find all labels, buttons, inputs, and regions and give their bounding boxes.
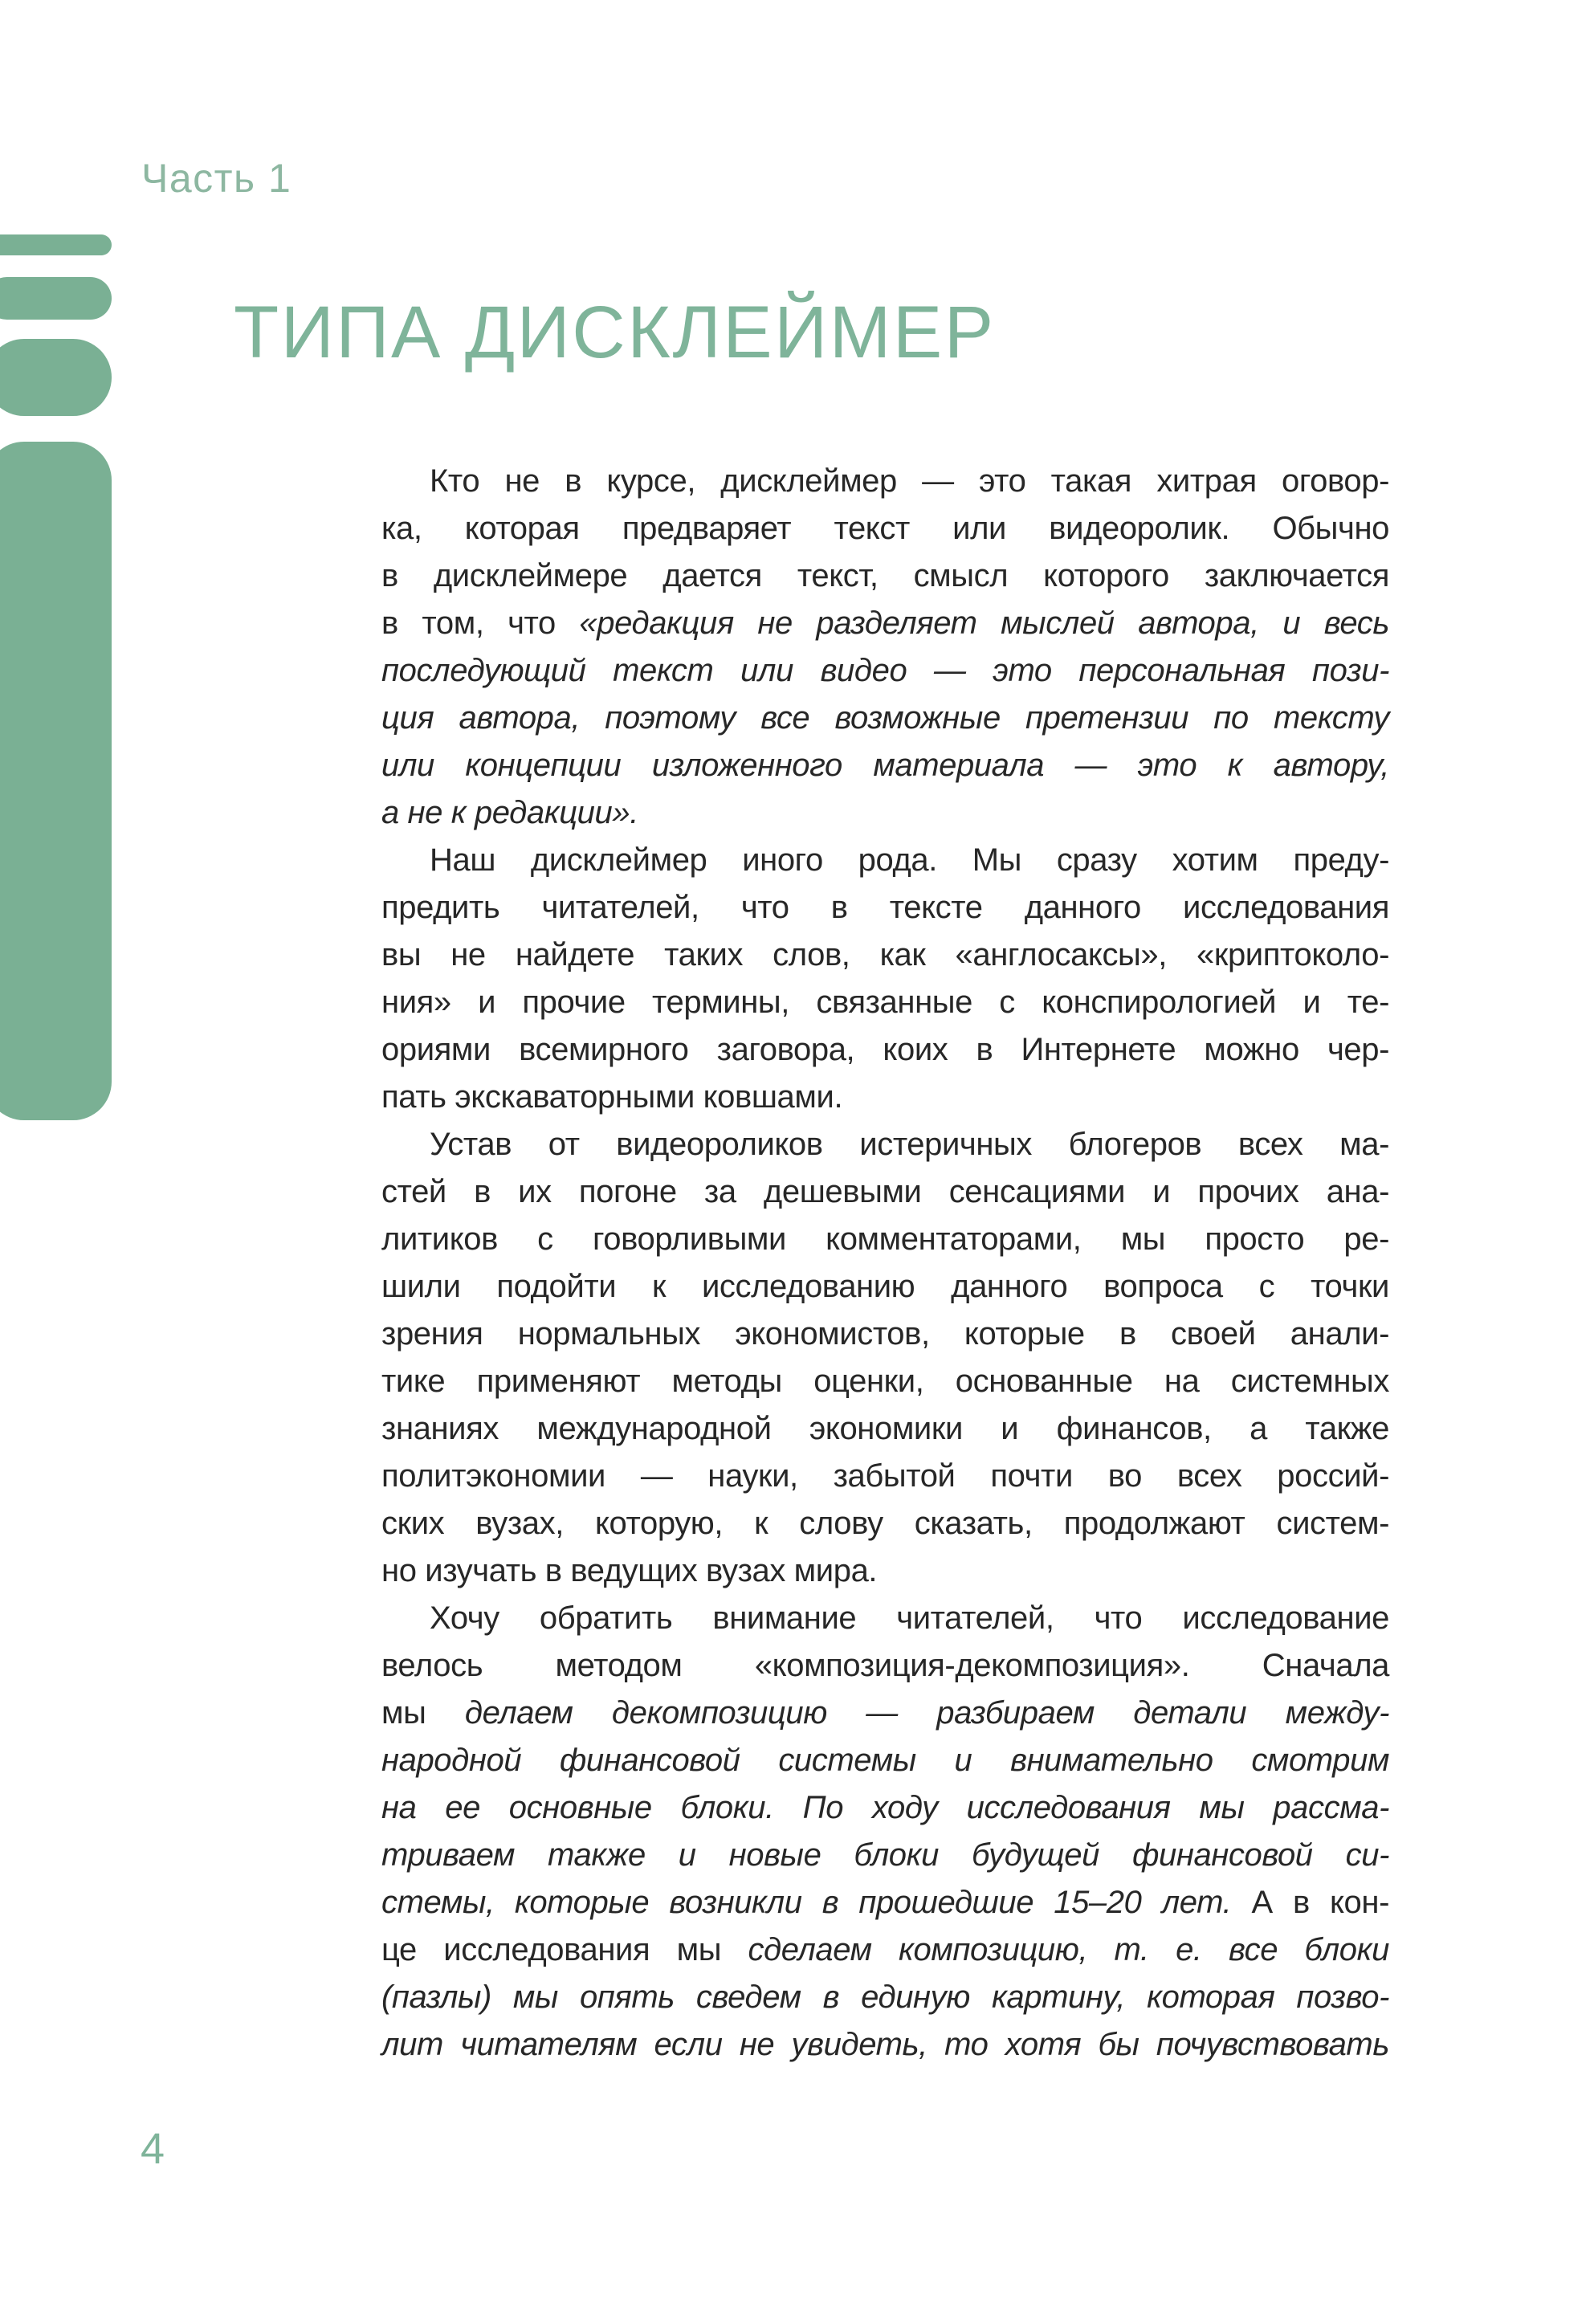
body-segment-italic: народной финансовой системы и внимательно смотрим (381, 1743, 1389, 1778)
body-segment: Устав от видеороликов истеричных блогеров всех ма- (430, 1127, 1389, 1162)
body-segment-italic: ция автора, поэтому все возможные претензии по тексту (381, 700, 1389, 736)
body-segment-italic: лит читателям если не увидеть, то хотя бы почувствовать (381, 2027, 1389, 2062)
body-segment: вы не найдете таких слов, как «англосаксы», «криптоколо- (381, 937, 1389, 972)
body-line (381, 1547, 1389, 1595)
body-text (381, 458, 1389, 2069)
body-line (381, 1690, 1389, 1737)
body-line (381, 1926, 1389, 1974)
body-segment: тике применяют методы оценки, основанные на системных (381, 1364, 1389, 1399)
body-line (381, 1500, 1389, 1547)
body-segment: пать экскаваторными ковшами. (381, 1079, 843, 1115)
body-segment-italic: а не к редакции». (381, 795, 638, 830)
body-line (381, 1311, 1389, 1358)
body-segment-italic: триваем также и новые блоки будущей финансовой си- (381, 1837, 1389, 1873)
body-segment: ских вузах, которую, к слову сказать, продолжают систем- (381, 1506, 1389, 1541)
body-line (381, 1642, 1389, 1690)
chapter-title: ТИПА ДИСКЛЕЙМЕР (234, 292, 996, 373)
body-segment: зрения нормальных экономистов, которые в своей анали- (381, 1316, 1389, 1352)
body-line (381, 1595, 1389, 1642)
body-line (381, 505, 1389, 552)
body-line (381, 600, 1389, 647)
body-segment-italic: последующий текст или видео — это персональная пози- (381, 653, 1389, 688)
body-line (381, 1974, 1389, 2021)
body-segment: шили подойти к исследованию данного вопроса с точки (381, 1269, 1389, 1304)
body-segment: литиков с говорливыми комментаторами, мы просто ре- (381, 1221, 1389, 1257)
decor-pill-3 (0, 339, 112, 416)
body-segment: политэкономии — науки, забытой почти во всех россий- (381, 1458, 1389, 1494)
body-line (381, 1405, 1389, 1453)
body-segment: ка, которая предваряет текст или видеоролик. Обычно (381, 511, 1389, 546)
body-segment: Хочу обратить внимание читателей, что исследование (430, 1600, 1389, 1636)
body-line (381, 647, 1389, 695)
body-line (381, 1358, 1389, 1405)
body-segment: Кто не в курсе, дисклеймер — это такая хитрая оговор- (430, 463, 1389, 499)
body-segment: Наш дисклеймер иного рода. Мы сразу хотим преду- (430, 842, 1389, 878)
body-line (381, 1453, 1389, 1500)
body-line (381, 837, 1389, 884)
body-segment-italic: сделаем композицию, т. е. все блоки (748, 1932, 1389, 1967)
body-segment: А в кон- (1231, 1885, 1389, 1920)
decor-pill-4 (0, 442, 112, 1120)
body-line (381, 1168, 1389, 1216)
body-segment-italic: или концепции изложенного материала — это к автору, (381, 748, 1389, 783)
body-segment: це исследования мы (381, 1932, 748, 1967)
body-line (381, 2021, 1389, 2069)
body-segment: в том, что (381, 605, 580, 641)
body-segment: знаниях международной экономики и финансов, а также (381, 1411, 1389, 1446)
body-line (381, 695, 1389, 742)
body-line (381, 1216, 1389, 1263)
body-segment-italic: «редакция не разделяет мыслей автора, и весь (579, 605, 1389, 641)
body-segment: в дисклеймере дается текст, смысл которого заключается (381, 558, 1389, 593)
body-line (381, 552, 1389, 600)
body-line (381, 742, 1389, 789)
body-segment-italic: стемы, которые возникли в прошедшие 15–20 лет. (381, 1885, 1232, 1920)
body-line (381, 1074, 1389, 1121)
body-segment-italic: делаем декомпозицию — разбираем детали между- (464, 1695, 1389, 1731)
body-segment-italic: (пазлы) мы опять сведем в единую картину, которая позво- (381, 1979, 1389, 2015)
body-line (381, 884, 1389, 932)
page-number: 4 (141, 2125, 165, 2173)
body-line (381, 1832, 1389, 1879)
body-segment: мы (381, 1695, 465, 1731)
body-line (381, 1026, 1389, 1074)
body-segment: ния» и прочие термины, связанные с конспирологией и те- (381, 985, 1389, 1020)
body-segment: но изучать в ведущих вузах мира. (381, 1553, 878, 1588)
body-line (381, 1121, 1389, 1168)
body-line (381, 1784, 1389, 1832)
body-segment-italic: на ее основные блоки. По ходу исследования мы рассма- (381, 1790, 1389, 1825)
decor-pill-2 (0, 277, 112, 320)
body-line (381, 789, 1389, 837)
body-segment: предить читателей, что в тексте данного исследования (381, 890, 1389, 925)
body-segment: велось методом «композиция-декомпозиция». Сначала (381, 1648, 1389, 1683)
part-label: Часть 1 (141, 156, 292, 201)
body-segment: ориями всемирного заговора, коих в Интернете можно чер- (381, 1032, 1389, 1067)
decor-pill-1 (0, 234, 112, 255)
body-line (381, 979, 1389, 1026)
body-line (381, 1879, 1389, 1926)
body-line (381, 458, 1389, 505)
body-line (381, 1737, 1389, 1784)
body-line (381, 932, 1389, 979)
body-line (381, 1263, 1389, 1311)
body-segment: стей в их погоне за дешевыми сенсациями и прочих ана- (381, 1174, 1389, 1209)
